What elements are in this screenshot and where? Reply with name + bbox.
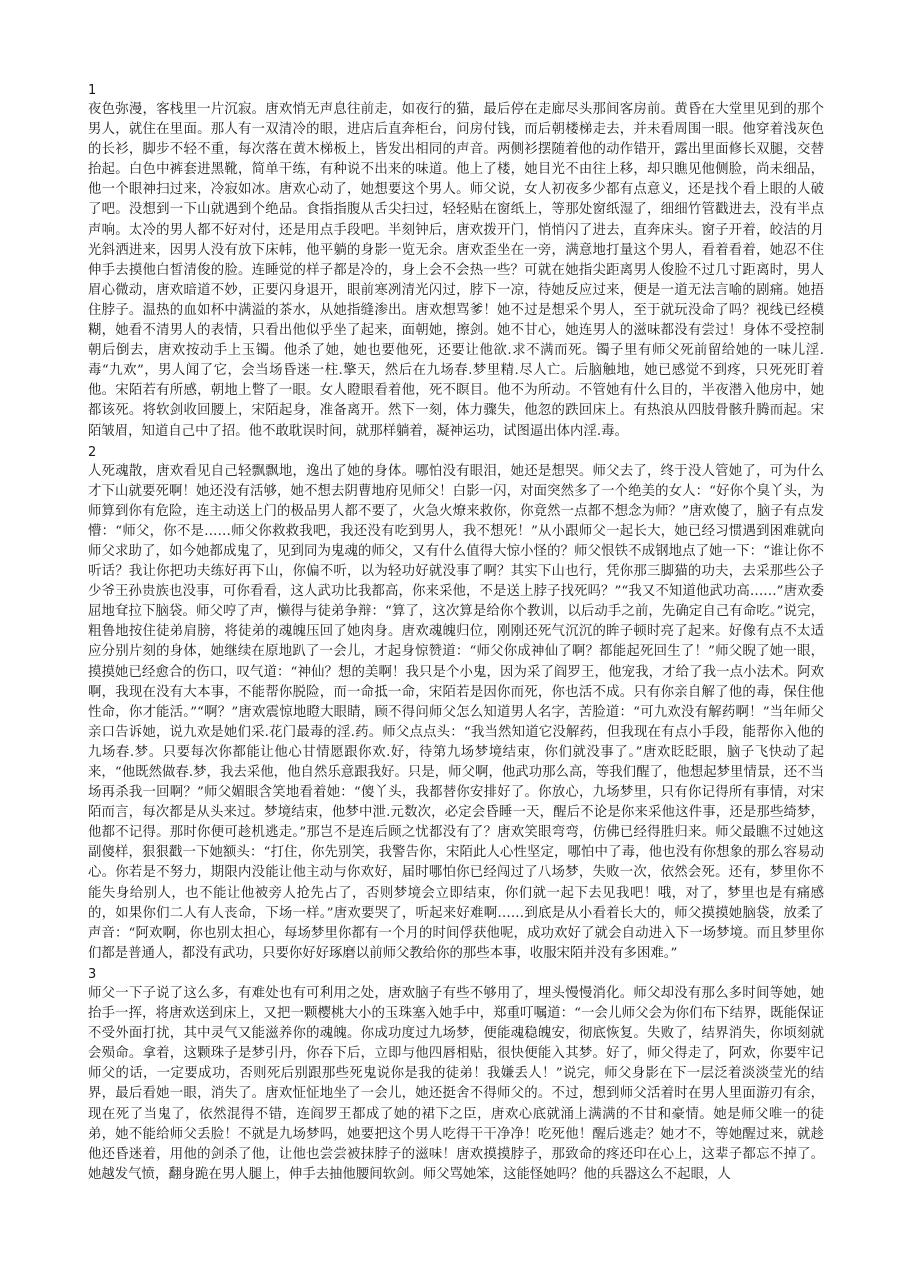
document-page (88, 82, 824, 1187)
chapter-1 (88, 82, 824, 442)
chapter-text: 师父一下子说了这么多，有难处也有可利用之处，唐欢脑子有些不够用了，埋头慢慢消化。师父却没有那么多时间等她，她抬手一挥，将唐欢送到床上，又把一颗樱桃大小的玉珠塞入她手中，郑重叮嘱道：“一会儿师父会为你们布下结界，既能保证不受外面打扰，其中灵气又能滋养你的魂魄。你成功度过九场梦，便能魂稳魄安，彻底恢复。失败了，结界消失，你顷刻就会殒命。拿着，这颗珠子是梦引丹，你吞下后，立即与他四唇相贴，很快便能入其梦。好了，师父得走了，阿欢，你要牢记师父的话，一定要成功，否则死后别跟那些死鬼说你是我的徒弟！我嫌丢人！”说完，师父身影在下一层泛着淡淡莹光的结界，最后看她一眼，消失了。唐欢怔怔地坐了一会儿，她还挺舍不得师父的。不过，想到师父活着时在男人里面游刃有余，现在死了当鬼了，依然混得不错，连阎罗王都成了她的裙下之臣，唐欢心底就涌上满满的不甘和豪情。她是师父唯一的徒弟，她不能给师父丢脸！不就是九场梦吗，她要把这个男人吃得干干净净！吃死他！醒后逃走？她才不，等她醒过来，就趁他还昏迷着，用他的剑杀了他，让他也尝尝被抹脖子的滋味！唐欢摸摸脖子，那致命的疼还印在心上，这辈子都忘不掉了。她越发气愤，翻身跪在男人腿上，伸手去抽他腰间软剑。师父骂她笨，这能怪她吗？他的兵器这么不起眼，人 (88, 985, 824, 1182)
chapter-text: 夜色弥漫，客栈里一片沉寂。唐欢悄无声息往前走，如夜行的猫，最后停在走廊尽头那间客房前。黄昏在大堂里见到的那个男人，就住在里面。那人有一双清冷的眼，进店后直奔柜台，问房付钱，而后朝楼梯走去，并未看周围一眼。他穿着浅灰色的长衫，脚步不轻不重，每次落在黄木梯板上，皆发出相同的声音。两侧衫摆随着他的动作错开，露出里面修长双腿，交替抬起。白色中裤套进黑靴，简单干练，有种说不出来的味道。他上了楼，她目光不由往上移，却只瞧见他侧脸，尚未细品，他一个眼神扫过来，冷寂如冰。唐欢心动了，她想要这个男人。师父说，女人初夜多少都有点意义，还是找个看上眼的人破了吧。没想到一下山就遇到个绝品。食指指腹从舌尖扫过，轻轻贴在窗纸上，等那处窗纸湿了，细细竹管戳进去，没有半点声响。太冷的男人都不好对付，还是用点手段吧。半刻钟后，唐欢拨开门，悄悄闪了进去，直奔床头。窗子开着，皎洁的月光斜洒进来，因男人没有放下床帏，他平躺的身影一览无余。唐欢歪坐在一旁，满意地打量这个男人，看着看着，她忍不住伸手去摸他白皙清俊的脸。连睡觉的样子都是冷的，身上会不会热一些？可就在她指尖距离男人俊脸不过几寸距离时，男人眉心微动，唐欢暗道不妙，正要闪身退开，眼前寒冽清光闪过，脖下一凉，待她反应过来，便是一道无法言喻的剧痛。她捂住脖子。温热的血如杯中满溢的茶水，从她指缝渗出。唐欢想骂爹！她不过是想采个男人，至于就玩没命了吗？视线已经模糊，她看不清男人的表情，只看出他似乎坐了起来，面朝她，擦剑。她不甘心，她连男人的滋味都没有尝过！身体不受控制朝后倒去，唐欢按动手上玉镯。他杀了她，她也要他死，还要让他欲.求不满而死。镯子里有师父死前留给她的一味儿淫.毒“九欢”，男人闻了它，会当场昏迷一柱.擎天，然后在九场春.梦里精.尽人亡。后脑触地，她已感觉不到疼，只死死盯着他。宋陌若有所感，朝地上瞥了一眼。女人瞪眼看着他，死不瞑目。他不为所动。不管她有什么目的，半夜潜入他房中，她都该死。将软剑收回腰上，宋陌起身，准备离开。然下一刻，体力骤失，他忽的跌回床上。有热浪从四肢骨骸升腾而起。宋陌皱眉，知道自己中了招。他不敢耽误时间，就那样躺着，凝神运功，试图逼出体内淫.毒。 (88, 102, 824, 439)
chapter-number: 2 (88, 444, 97, 460)
chapter-number: 3 (88, 966, 97, 982)
chapter-3 (88, 966, 824, 1185)
chapter-text: 人死魂散，唐欢看见自己轻飘飘地，逸出了她的身体。哪怕没有眼泪，她还是想哭。师父去了，终于没人管她了，可为什么才下山就要死啊！她还没有活够，她不想去阴曹地府见师父！白影一闪，对面突然多了一个绝美的女人：“好你个臭丫头，为师算到你有危险，连主动送上门的极品男人都不要了，火急火燎来救你，你竟然一点都不想念为师？”唐欢傻了，脑子有点发懵：“师父，你不是……师父你救救我吧，我还没有吃到男人，我不想死！”从小跟师父一起长大，她已经习惯遇到困难就向师父求助了，如今她都成鬼了，见到同为鬼魂的师父，又有什么值得大惊小怪的？师父恨铁不成钢地点了她一下：“谁让你不听话？我让你把功夫练好再下山，你偏不听，以为轻功好就没事了啊？其实下山也行，凭你那三脚猫的功夫，去采那些公子少爷王孙贵族也没事，可你看看，这人武功比我都高，你来采他，不是送上脖子找死吗？”“我又不知道他武功高……”唐欢委屈地耷拉下脑袋。师父哼了声，懒得与徒弟争辩：“算了，这次算是给你个教训，以后动手之前，先确定自己有命吃。”说完，粗鲁地按住徒弟肩膀，将徒弟的魂魄压回了她肉身。唐欢魂魄归位，刚刚还死气沉沉的眸子顿时亮了起来。好像有点不太适应分别片刻的身体，她继续在原地趴了一会儿，才起身惊赞道：“师父你成神仙了啊？都能起死回生了！”师父睨了她一眼，摸摸她已经愈合的伤口，叹气道：“神仙？想的美啊！我只是个小鬼，因为采了阎罗王，他宠我，才给了我一点小法术。阿欢啊，我现在没有大本事，不能帮你脱险，而一命抵一命，宋陌若是因你而死，你也活不成。只有你亲自解了他的毒，保住他性命，你才能活。”“啊？”唐欢震惊地瞪大眼睛，顾不得问师父怎么知道男人名字，苦脸道：“可九欢没有解药啊！”当年师父亲口告诉她，说九欢是她们采.花门最毒的淫.药。师父点点头：“我当然知道它没解药，但我现在有点小手段，能帮你入他的九场春.梦。只要每次你都能让他心甘情愿跟你欢.好，待第九场梦境结束，你们就没事了。”唐欢眨眨眼，脑子飞快动了起来，“他既然做春.梦，我去采他，他自然乐意跟我好。只是，师父啊，他武功那么高，等我们醒了，他想起梦里情景，还不当场再杀我一回啊？”师父媚眼含笑地看着她：“傻丫头，我都替你安排好了。你放心，九场梦里，只有你记得所有事情，对宋陌而言，每次都是从头来过。梦境结束，他梦中泄.元数次，必定会昏睡一天，醒后不论是你来采他这件事，还是那些绮梦，他都不记得。那时你便可趁机逃走。”那岂不是连后顾之忧都没有了？唐欢笑眼弯弯，仿佛已经得胜归来。师父最瞧不过她这副傻样，狠狠戳一下她额头：“打住，你先别笑，我警告你，宋陌此人心性坚定，哪怕中了毒，他也没有你想象的那么容易动心。你若是不努力，期限内没能让他主动与你欢好，届时哪怕你已经闯过了八场梦，失败一次，依然会死。还有，梦里你不能失身给别人，也不能让他被旁人抢先占了，否则梦境会立即结束，你们就一起下去见我吧！哦，对了，梦里也是有痛感的，如果你们二人有人丧命，下场一样。”唐欢要哭了，听起来好难啊……到底是从小看着长大的，师父摸摸她脑袋，放柔了声音：“阿欢啊，你也别太担心，每场梦里你都有一个月的时间俘获他呢，成功欢好了就会自动进入下一场梦境。而且梦里你们都是普通人，都没有武功，只要你好好琢磨以前师父教给你的那些本事，收服宋陌并没有多困难。” (88, 463, 825, 961)
chapter-2 (88, 444, 824, 964)
chapter-number: 1 (88, 83, 97, 98)
